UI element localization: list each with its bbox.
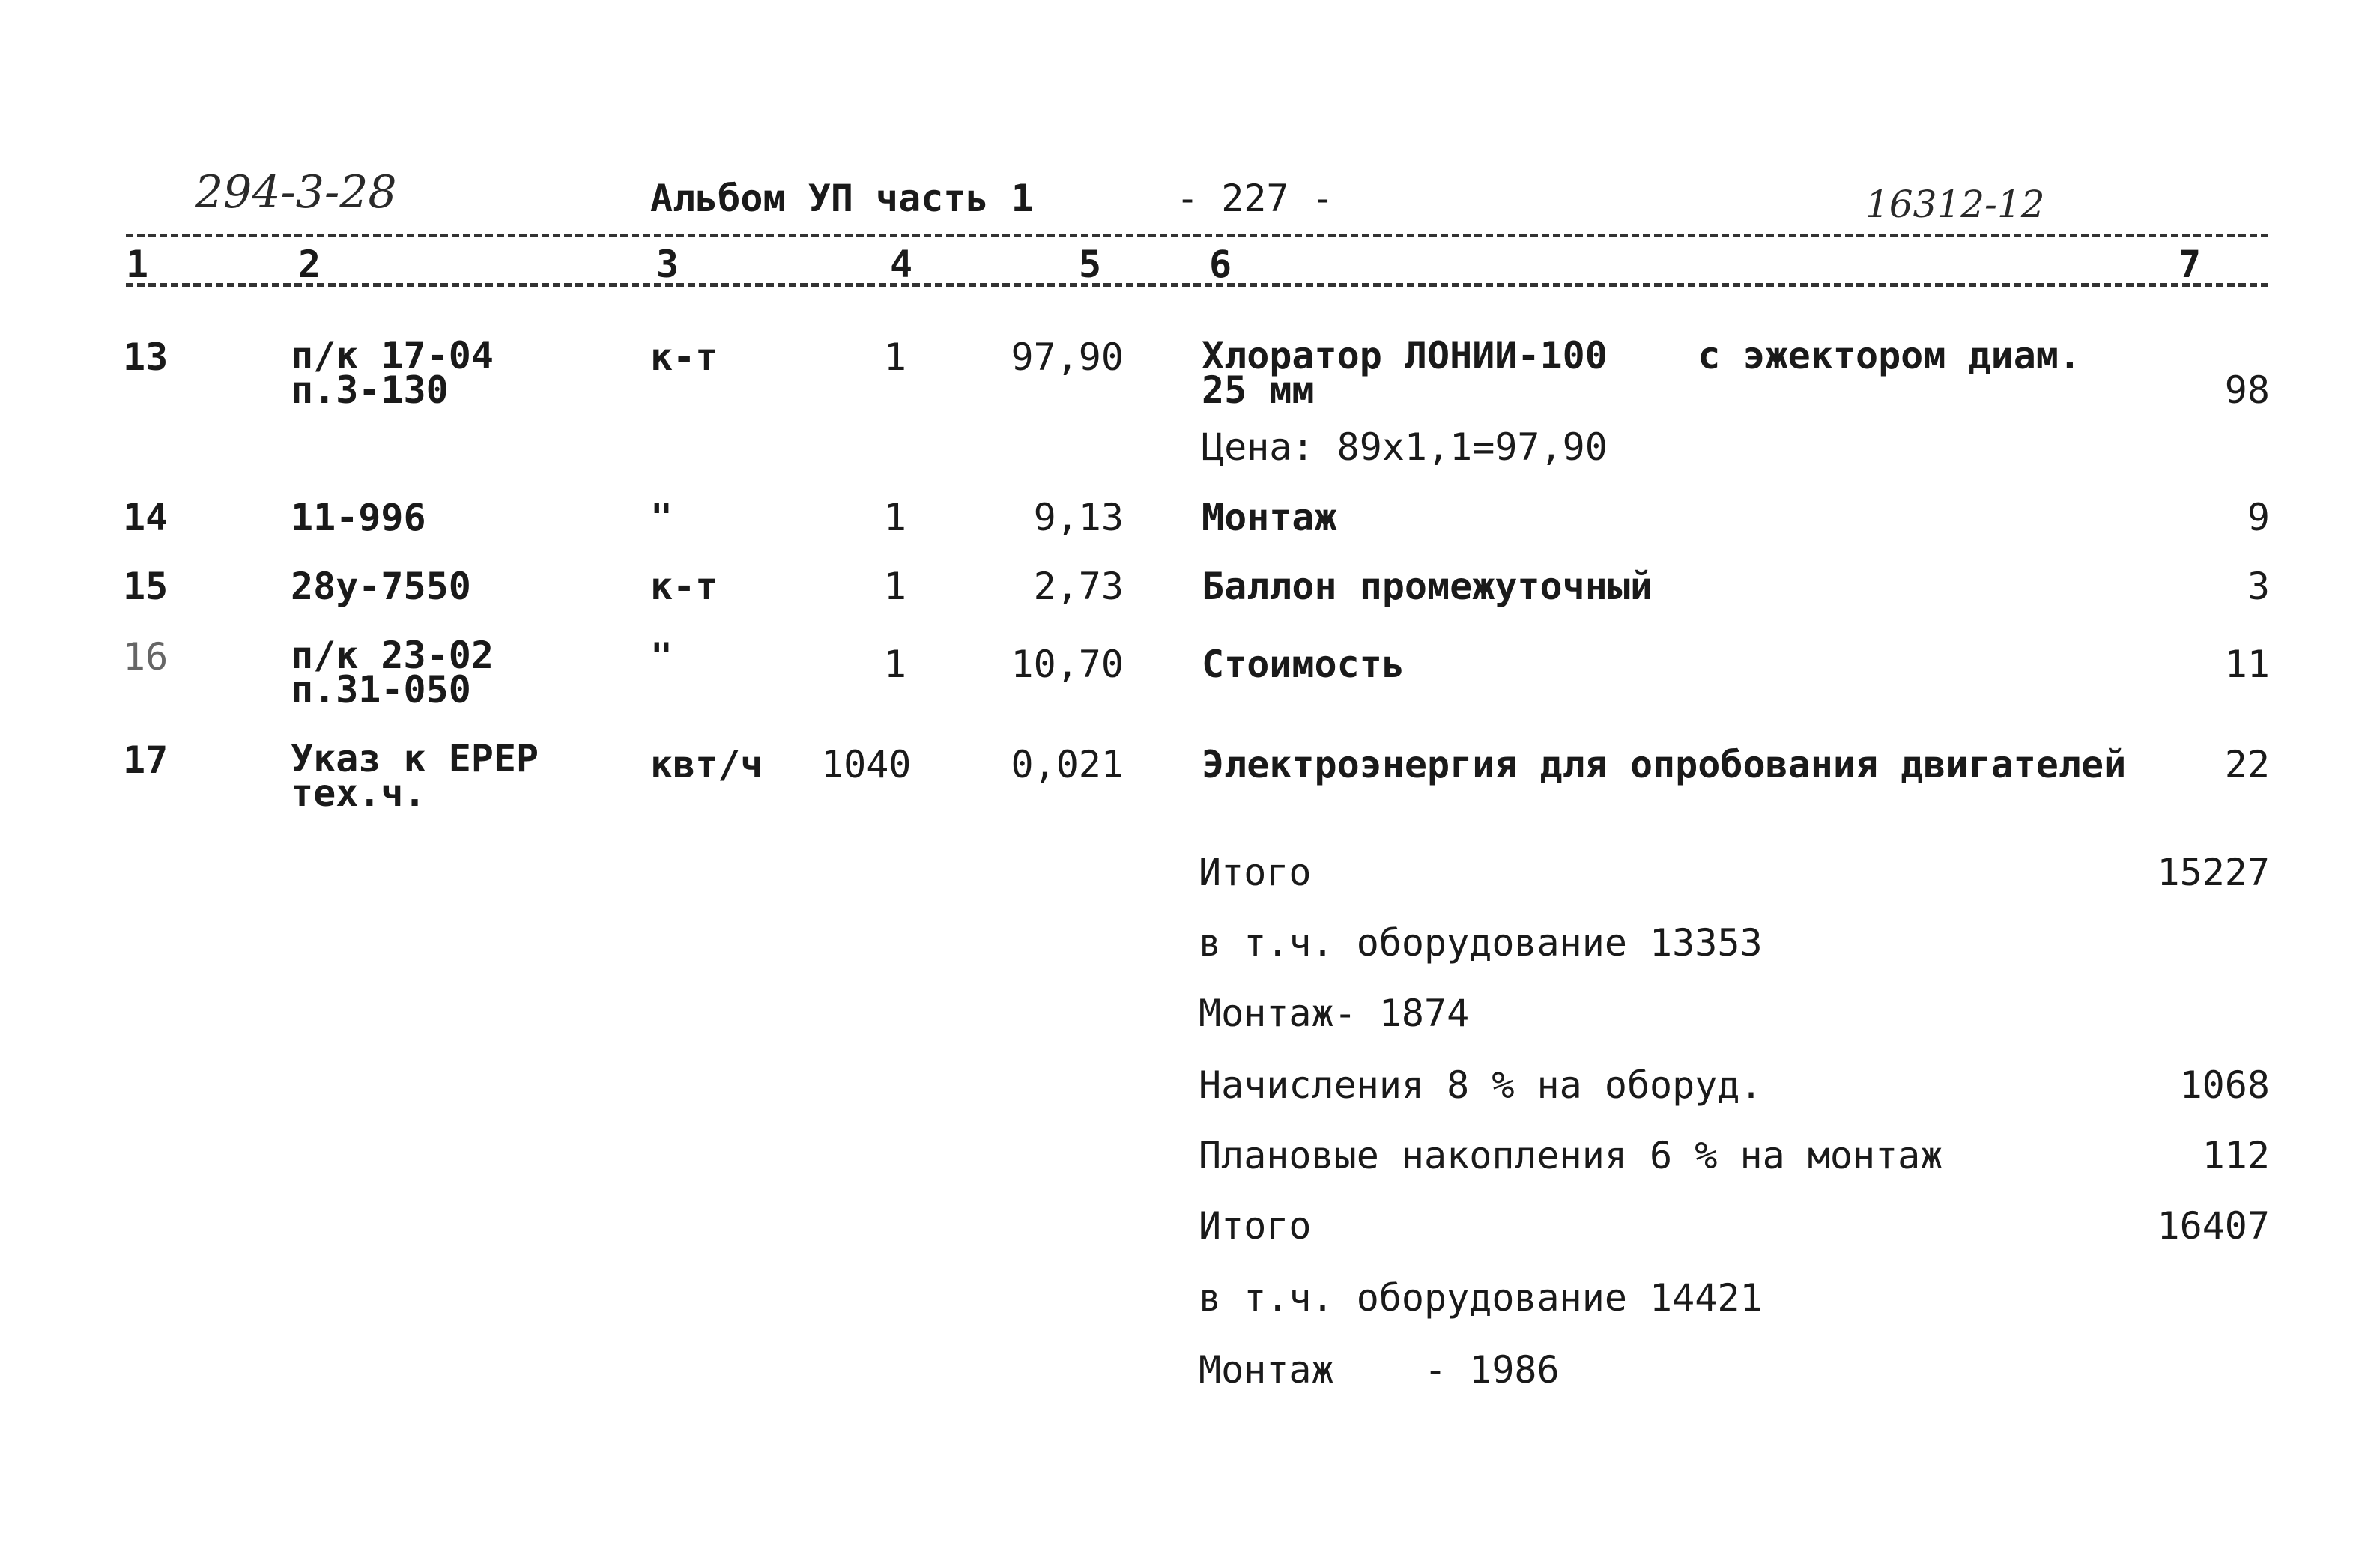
summary-label-equipment-charges: Начисления 8 % на оборуд. (1199, 1063, 1763, 1107)
column-header-4: 4 (885, 246, 917, 283)
summary-label-installation-final: Монтаж - 1986 (1199, 1348, 1560, 1391)
row-15-description: Баллон промежуточный (1202, 565, 1653, 608)
row-16-number: 16 (123, 635, 169, 679)
row-16-description: Стоимость (1202, 643, 1405, 686)
row-17-price: 0,021 (1011, 743, 1124, 786)
row-15-code: 28у-7550 (291, 565, 471, 608)
row-15-quantity: 1 (883, 565, 906, 608)
row-13-number: 13 (123, 336, 169, 379)
row-14-price: 9,13 (1033, 496, 1124, 539)
row-13-code: п/к 17-04 п.3-130 (291, 334, 494, 412)
summary-label-equipment-final: в т.ч. оборудование 14421 (1199, 1276, 1763, 1320)
column-header-7: 7 (2174, 246, 2205, 283)
summary-value-subtotal: 15227 (2157, 851, 2270, 894)
row-17-unit: квт/ч (650, 743, 763, 786)
header-rule-top (126, 234, 2268, 237)
column-header-2: 2 (294, 246, 325, 283)
row-16-unit: " (650, 635, 673, 679)
row-14-quantity: 1 (883, 496, 906, 539)
row-13-total: 98 (2224, 368, 2270, 412)
row-13-quantity: 1 (883, 336, 906, 379)
column-header-1: 1 (126, 246, 153, 283)
row-16-price: 10,70 (1011, 643, 1124, 686)
summary-label-installation: Монтаж- 1874 (1199, 992, 1470, 1035)
row-14-unit: " (650, 496, 673, 539)
row-16-code: п/к 23-02 п.31-050 (291, 634, 494, 711)
album-label: Альбом УП часть 1 (650, 177, 1034, 220)
row-15-total: 3 (2247, 565, 2270, 608)
sheet-code: 16312-12 (1865, 183, 2045, 226)
summary-value-total: 16407 (2157, 1204, 2270, 1248)
row-17-description: Электроэнергия для опробования двигателей (1202, 743, 2127, 786)
row-14-number: 14 (123, 496, 169, 539)
column-header-3: 3 (652, 246, 683, 283)
doc-code: 294-3-28 (195, 166, 397, 219)
page-number: - 227 - (1176, 177, 1334, 220)
row-15-number: 15 (123, 565, 169, 608)
summary-label-planned-savings: Плановые накопления 6 % на монтаж (1199, 1134, 1943, 1177)
row-14-code: 11-996 (291, 496, 426, 539)
summary-label-equipment: в т.ч. оборудование 13353 (1199, 921, 1763, 965)
row-15-price: 2,73 (1033, 565, 1124, 608)
header-rule-bottom (126, 283, 2268, 287)
row-14-total: 9 (2247, 496, 2270, 539)
row-13-price-note: Цена: 89х1,1=97,90 (1202, 425, 1608, 469)
row-16-total: 11 (2224, 643, 2270, 686)
row-13-unit: к-т (650, 336, 718, 379)
row-17-number: 17 (123, 738, 169, 782)
row-13-description: Хлоратор ЛОНИИ-100 с эжектором диам. 25 мм (1202, 334, 2081, 412)
summary-label-total: Итого (1199, 1204, 1312, 1248)
column-header-5: 5 (1074, 246, 1106, 283)
row-17-total: 22 (2224, 743, 2270, 786)
summary-value-planned-savings: 112 (2202, 1134, 2270, 1177)
row-14-description: Монтаж (1202, 496, 1337, 539)
summary-value-equipment-charges: 1068 (2179, 1063, 2270, 1107)
summary-label-subtotal: Итого (1199, 851, 1312, 894)
row-13-price: 97,90 (1011, 336, 1124, 379)
row-16-quantity: 1 (883, 643, 906, 686)
row-17-quantity: 1040 (821, 743, 912, 786)
column-header-6: 6 (1205, 246, 1236, 283)
row-17-code: Указ к ЕРЕР тех.ч. (291, 737, 539, 815)
row-15-unit: к-т (650, 565, 718, 608)
